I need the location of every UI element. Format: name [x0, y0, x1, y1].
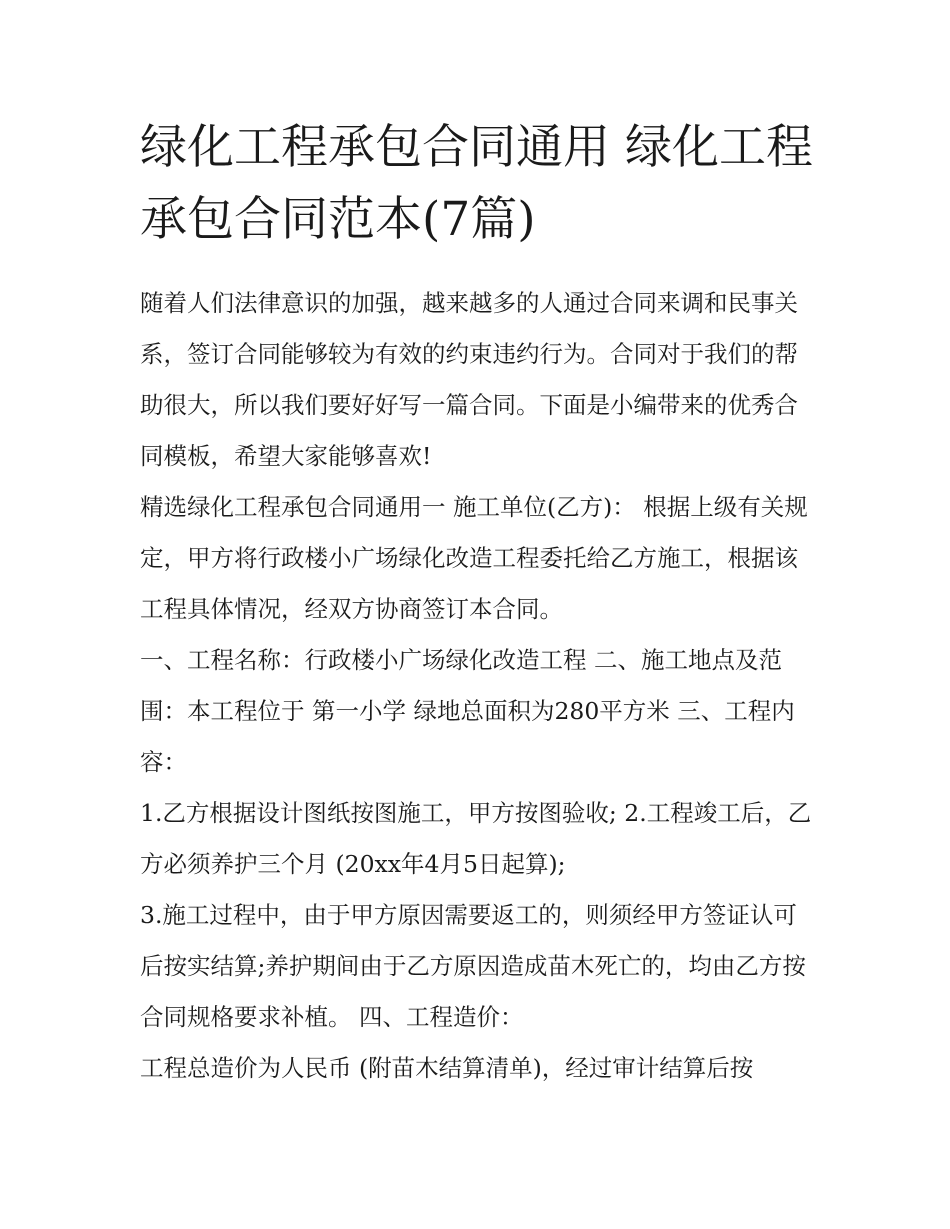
paragraph-item-3: 3.施工过程中，由于甲方原因需要返工的，则须经甲方签证认可后按实结算;养护期间由于乙方原因造成苗木死亡的，均由乙方按合同规格要求补植。 四、工程造价：	[140, 901, 806, 1031]
paragraph-contract-one: 精选绿化工程承包合同通用一 施工单位(乙方)： 根据上级有关规定，甲方将行政楼小广场绿化改造工程委托给乙方施工，根据该工程具体情况，经双方协商签订本合同。	[140, 493, 808, 623]
paragraph-cost: 工程总造价为人民币 (附苗木结算清单)，经过审计结算后按	[140, 1054, 754, 1082]
document-title: 绿化工程承包合同通用 绿化工程承包合同范本(7篇)	[140, 120, 813, 247]
document-body	[140, 278, 812, 1094]
paragraph-project-name: 一、工程名称：行政楼小广场绿化改造工程 二、施工地点及范围：本工程位于 第一小学 绿地总面积为280平方米 三、工程内容：	[140, 646, 795, 776]
paragraph-item-1-2: 1.乙方根据设计图纸按图施工，甲方按图验收; 2.工程竣工后，乙方必须养护三个月 (20xx年4月5日起算);	[140, 799, 812, 878]
paragraph-intro: 随着人们法律意识的加强，越来越多的人通过合同来调和民事关系，签订合同能够较为有效的约束违约行为。合同对于我们的帮助很大，所以我们要好好写一篇合同。下面是小编带来的优秀合同模板，希望大家能够喜欢!	[140, 289, 798, 470]
